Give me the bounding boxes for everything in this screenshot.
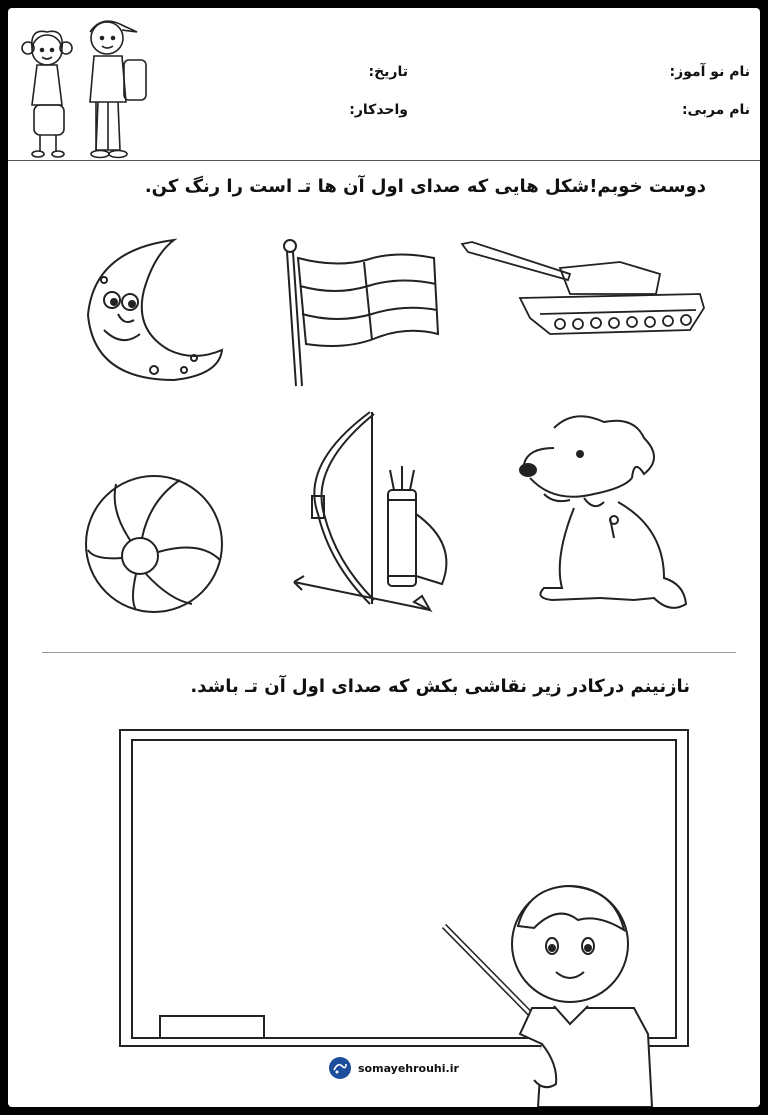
- dog-picture: [514, 408, 692, 618]
- footer: [328, 1056, 459, 1080]
- site-url[interactable]: somayehrouhi.ir: [358, 1061, 459, 1075]
- tank-picture: [460, 234, 708, 342]
- ball-picture: [80, 470, 228, 618]
- worksheet-page: [8, 8, 760, 1107]
- bow-and-quiver-picture: [290, 404, 460, 618]
- moon-picture: [74, 230, 234, 390]
- section-divider: [42, 652, 736, 653]
- flag-picture: [276, 234, 446, 390]
- site-logo-icon: [328, 1056, 352, 1080]
- teacher-name-label: نام مربی:: [681, 102, 750, 118]
- header-divider: [8, 160, 760, 161]
- kids-illustration: [12, 10, 162, 160]
- teacher-boy-picture: [438, 874, 662, 1107]
- unit-label: واحدکار:: [349, 102, 408, 118]
- date-label: تاریخ:: [368, 64, 408, 80]
- section1-instruction: دوست خوبم!شکل هایی که صدای اول آن ها تـ است را رنگ کن.: [144, 176, 706, 197]
- student-name-label: نام نو آموز:: [669, 64, 750, 80]
- section2-instruction: نازنینم درکادر زیر نقاشی بکش که صدای اول آن تـ باشد.: [190, 676, 690, 697]
